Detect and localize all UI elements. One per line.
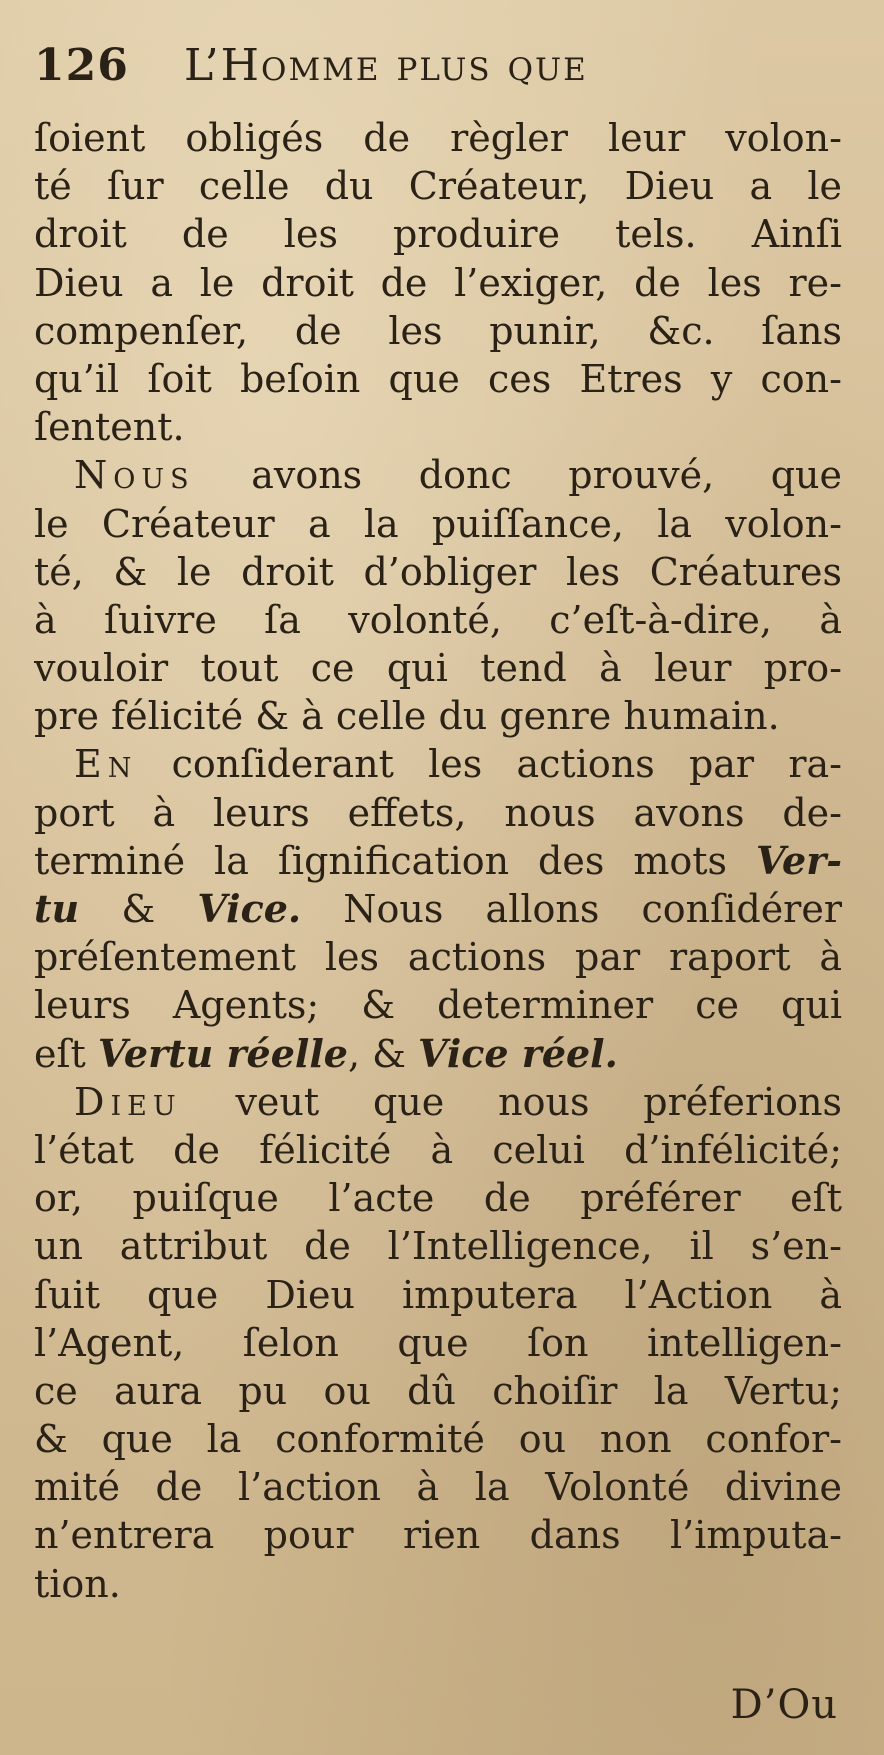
text-line: mité de l’action à la Volonté divine	[34, 1465, 842, 1510]
body-text	[34, 114, 842, 1608]
text-span: terminé la ſignification des mots	[34, 838, 757, 883]
italic-term: Ver-	[756, 837, 842, 883]
text-line: vouloir tout ce qui tend à leur pro-	[34, 646, 842, 691]
text-line: ſoient obligés de règler leur volon-	[34, 116, 842, 160]
small-caps-opening: Nous	[74, 453, 195, 498]
text-line: or, puiſque l’acte de préférer eſt	[34, 1176, 842, 1221]
small-caps-opening: En	[74, 742, 138, 787]
running-head: L’Homme plus que	[184, 40, 588, 91]
text-line: droit de les produire tels. Ainſi	[34, 212, 842, 257]
text-line	[34, 1078, 842, 1126]
text-span: , &	[347, 1031, 418, 1076]
text-line: leurs Agents; & determiner ce qui	[34, 983, 842, 1028]
text-line: l’Agent, ſelon que ſon intelligen-	[34, 1320, 842, 1365]
text-line: compenſer, de les punir, &c. ſans	[34, 308, 842, 353]
text-line: té ſur celle du Créateur, Dieu a le	[34, 164, 842, 209]
text-line: port à leurs effets, nous avons de-	[34, 790, 842, 835]
text-span: avons donc prouvé, que	[194, 453, 842, 498]
text-line: ce aura pu ou dû choiſir la Vertu;	[34, 1368, 842, 1413]
page-header	[34, 40, 842, 110]
text-line: un attribut de l’Intelligence, il s’en-	[34, 1224, 842, 1269]
italic-term: Vertu réelle	[97, 1030, 348, 1076]
text-line: l’état de félicité à celui d’infélicité;	[34, 1127, 842, 1172]
text-line: ſentent.	[34, 405, 185, 450]
text-line: préſentement les actions par raport à	[34, 935, 842, 980]
text-span: eſt	[34, 1031, 98, 1076]
text-line: tion.	[34, 1561, 121, 1606]
text-line: ſuit que Dieu imputera l’Action à	[34, 1272, 842, 1317]
text-span: conſiderant les actions par ra-	[137, 742, 842, 787]
text-line	[34, 451, 842, 499]
small-caps-opening: Dieu	[74, 1079, 182, 1124]
page-number: 126	[34, 40, 129, 91]
italic-term: Vice réel.	[418, 1030, 618, 1076]
text-line: n’entrera pour rien dans l’imputa-	[34, 1513, 842, 1558]
text-line	[34, 837, 842, 885]
text-span: &	[79, 887, 198, 931]
text-line: Dieu a le droit de l’exiger, de les re-	[34, 260, 842, 305]
italic-term: Vice.	[197, 886, 302, 931]
catchword: D’Ou	[730, 1682, 838, 1728]
paragraph-3	[34, 740, 842, 1077]
italic-term: tu	[34, 886, 80, 931]
text-line	[34, 885, 842, 933]
text-span: veut que nous préferions	[181, 1079, 842, 1124]
text-line: qu’il ſoit beſoin que ces Etres y con-	[34, 356, 842, 401]
paragraph-4	[34, 1078, 842, 1608]
text-line	[34, 740, 842, 788]
text-line: & que la conformité ou non confor-	[34, 1417, 842, 1462]
paragraph-2	[34, 451, 842, 740]
text-line: à ſuivre ſa volonté, c’eſt-à-dire, à	[34, 597, 842, 642]
text-span: Nous allons conſidérer	[301, 887, 842, 931]
text-line: té, & le droit d’obliger les Créatures	[34, 549, 842, 594]
text-line: le Créateur a la puiſſance, la volon-	[34, 501, 842, 546]
text-line: pre félicité & à celle du genre humain.	[34, 694, 780, 739]
paragraph-1	[34, 114, 842, 451]
text-line	[34, 1030, 842, 1078]
